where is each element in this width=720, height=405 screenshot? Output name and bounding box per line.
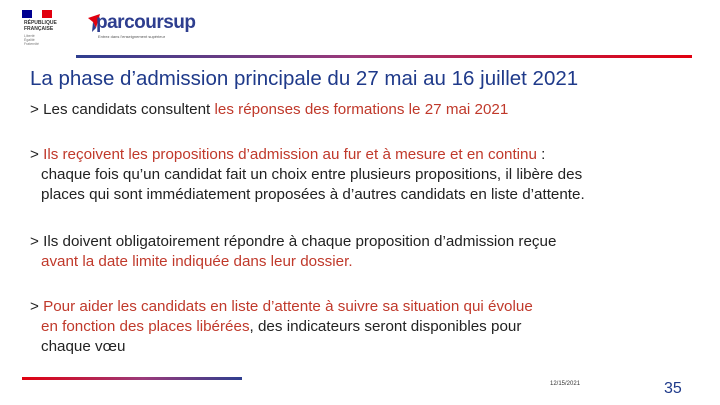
motto-text: Liberté Égalité Fraternité (24, 34, 39, 46)
republique-text: RÉPUBLIQUE FRANÇAISE (24, 20, 57, 32)
slide-date: 12/15/2021 (550, 381, 581, 387)
bullet-marker: > (30, 233, 44, 250)
flag-icon (22, 10, 52, 18)
page-number: 35 (664, 380, 682, 397)
republique-francaise-logo (14, 8, 74, 54)
footer-divider (22, 377, 242, 380)
parcoursup-tagline: Entrez dans l'enseignement supérieur (98, 34, 166, 39)
bullet-marker: > (30, 146, 44, 163)
point-2: > Ils reçoivent les propositions d’admission au fur et à mesure et en continu : chaque fois qu’un candidat fait un choix entre plusieurs propositions, il libère des places qui sont immédiatement proposées à d’autres candidats en liste d’attente. (30, 146, 585, 203)
parcoursup-wordmark: parcoursup (96, 12, 196, 33)
parcoursup-logo (86, 12, 206, 44)
point-1: > Les candidats consultent les réponses des formations le 27 mai 2021 (30, 101, 509, 118)
point-4: > Pour aider les candidats en liste d’attente à suivre sa situation qui évolue en fonction des places libérées, des indicateurs seront disponibles pour chaque vœu (30, 298, 533, 355)
bullet-marker: > (30, 101, 44, 118)
bullet-marker: > (30, 298, 44, 315)
slide-title: La phase d’admission principale du 27 mai au 16 juillet 2021 (30, 67, 579, 90)
point-3: > Ils doivent obligatoirement répondre à chaque proposition d’admission reçue avant la date limite indiquée dans leur dossier. (30, 233, 557, 270)
header-divider (76, 55, 692, 58)
